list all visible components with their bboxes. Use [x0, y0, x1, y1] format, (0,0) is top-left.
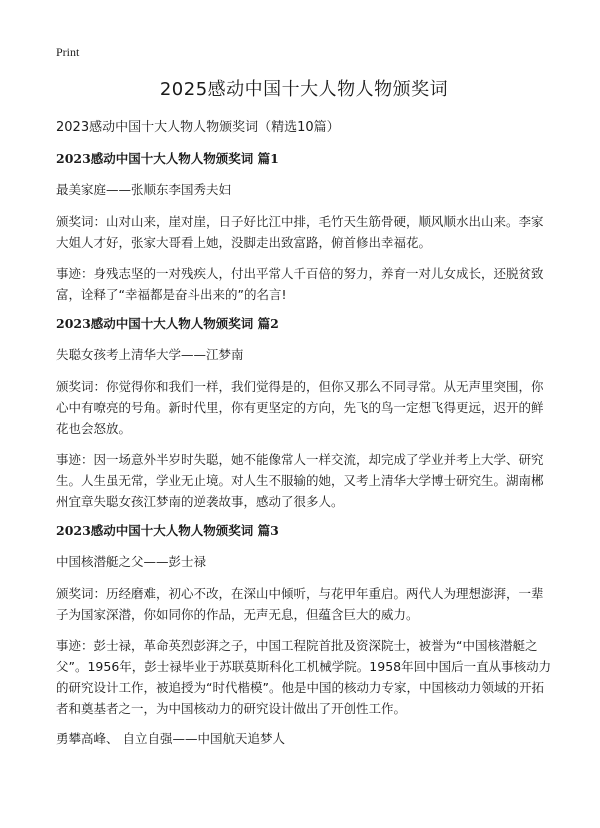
- intro-line: 2023感动中国十大人物人物颁奖词（精选10篇）: [56, 120, 340, 135]
- story-paragraph: 事迹：因一场意外半岁时失聪，她不能像常人一样交流，却完成了学业并考上大学、研究生。人生虽无常，学业无止境。对人生不服输的她，又考上清华大学博士研究生。湖南郴州宜章失聪女孩江梦南的逆袭故事，感动了很多人。: [56, 452, 544, 509]
- section-tagline: 最美家庭——张顺东李国秀夫妇: [56, 182, 232, 197]
- story-paragraph: 事迹：身残志坚的一对残疾人，付出平常人千百倍的努力，养育一对儿女成长，还脱贫致富，诠释了“幸福都是奋斗出来的”的名言!: [56, 266, 544, 302]
- section-heading: 2023感动中国十大人物人物颁奖词 篇1: [56, 151, 279, 166]
- next-section-tagline: 勇攀高峰、 自立自强——中国航天追梦人: [56, 731, 285, 746]
- award-paragraph: 颁奖词：山对山来，崖对崖，日子好比江中排，毛竹天生筋骨硬，顺风顺水出山来。李家大姐人才好，张家大哥看上她，没脚走出致富路，俯首修出幸福花。: [56, 214, 544, 250]
- section-heading: 2023感动中国十大人物人物颁奖词 篇2: [56, 316, 279, 331]
- section-tagline: 失聪女孩考上清华大学——江梦南: [56, 347, 244, 362]
- section-heading: 2023感动中国十大人物人物颁奖词 篇3: [56, 523, 279, 538]
- print-link[interactable]: Print: [56, 45, 80, 59]
- page-title: 2025感动中国十大人物人物颁奖词: [159, 79, 449, 100]
- story-paragraph: 事迹：彭士禄，革命英烈彭湃之子，中国工程院首批及资深院士，被誉为“中国核潜艇之父”。1956年，彭士禄毕业于苏联莫斯科化工机械学院。1958年回中国后一直从事核动力的研究设计工作，被追授为“时代楷模”。他是中国的核动力专家，中国核动力领域的开拓者和奠基者之一，为中国核动力的研究设计做出了开创性工作。: [56, 638, 552, 716]
- award-paragraph: 颁奖词：你觉得你和我们一样，我们觉得是的，但你又那么不同寻常。从无声里突围，你心中有嘹亮的号角。新时代里，你有更坚定的方向，先飞的鸟一定想飞得更远，迟开的鲜花也会怒放。: [56, 379, 544, 436]
- award-paragraph: 颁奖词：历经磨难，初心不改，在深山中倾听，与花甲年重启。两代人为理想澎湃，一辈子为国家深潜，你如同你的作品，无声无息，但蕴含巨大的威力。: [56, 586, 544, 622]
- section-2: [56, 315, 552, 512]
- section-1: [56, 150, 552, 305]
- section-3: [56, 522, 552, 719]
- section-tagline: 中国核潜艇之父——彭士禄: [56, 554, 207, 569]
